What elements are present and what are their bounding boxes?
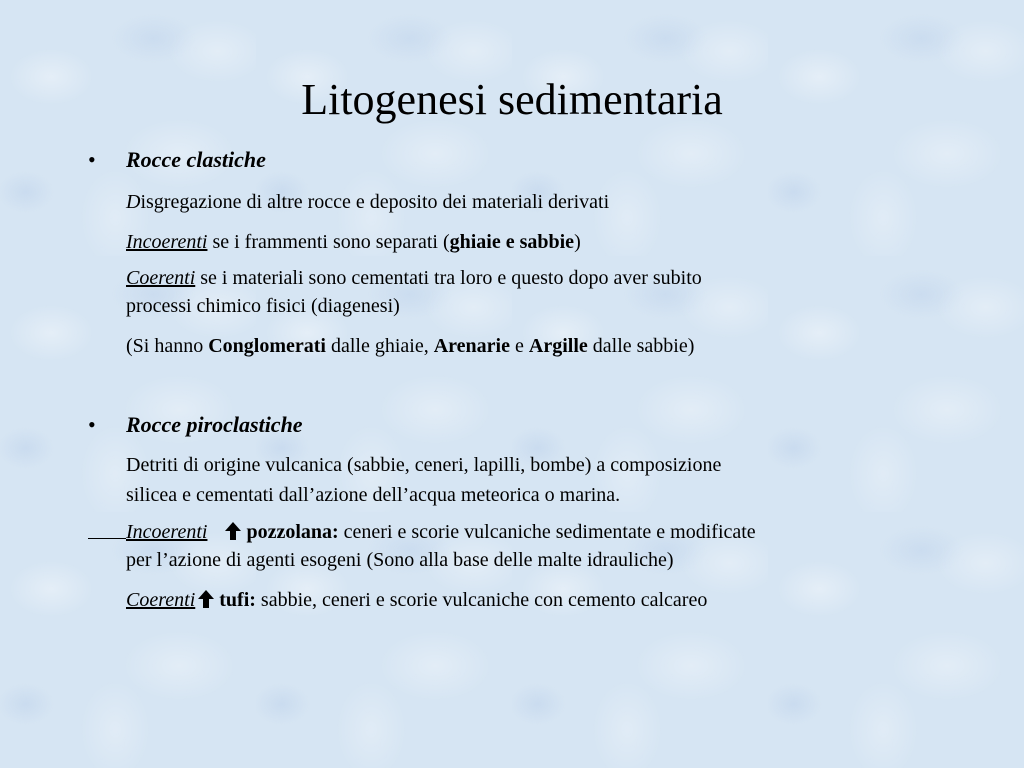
pozzolana-text-1: ceneri e scorie vulcaniche sedimentate e modificate xyxy=(338,521,756,543)
heading-rocce-clastiche: Rocce clastiche xyxy=(126,147,266,172)
line-si-hanno xyxy=(126,332,694,360)
line-detriti-1: Detriti di origine vulcanica (sabbie, ceneri, lapilli, bombe) a composizione xyxy=(126,454,722,476)
arenarie: Arenarie xyxy=(433,335,510,357)
coerenti-label: Coerenti xyxy=(126,267,196,289)
tufi-text: sabbie, ceneri e scorie vulcaniche con cemento calcareo xyxy=(255,589,708,611)
line-pozzolana-1 xyxy=(126,518,756,546)
si-hanno-2: dalle ghiaie, xyxy=(325,335,434,357)
initial-letter: D xyxy=(126,191,141,213)
si-hanno-4: dalle sabbie) xyxy=(587,335,695,357)
line-coerenti-2: processi chimico fisici (diagenesi) xyxy=(126,295,400,317)
si-hanno-1: (Si hanno xyxy=(126,335,209,357)
page-title: Litogenesi sedimentaria xyxy=(301,75,723,124)
line-disgregazione xyxy=(126,188,609,216)
incoerenti-close: ) xyxy=(574,231,581,253)
line-pozzolana-2: per l’azione di agenti esogeni (Sono alla base delle malte idrauliche) xyxy=(126,549,674,571)
line-tufi xyxy=(126,586,707,614)
bullet-rocce-clastiche xyxy=(88,146,266,174)
arrow-up-icon xyxy=(197,589,215,609)
conglomerati: Conglomerati xyxy=(208,335,326,357)
pozzolana-label: pozzolana: xyxy=(246,521,339,543)
leading-underline xyxy=(88,538,126,539)
bullet-dot: • xyxy=(88,412,96,437)
bullet-dot: • xyxy=(88,147,96,172)
ghiaie-sabbie: ghiaie e sabbie xyxy=(449,231,575,253)
incoerenti-text: se i frammenti sono separati ( xyxy=(207,231,450,253)
si-hanno-3: e xyxy=(510,335,529,357)
incoerenti-label: Incoerenti xyxy=(126,231,208,253)
coerenti-text-1: se i materiali sono cementati tra loro e questo dopo aver subito xyxy=(195,267,702,289)
heading-rocce-piroclastiche: Rocce piroclastiche xyxy=(126,412,303,437)
incoerenti-label-2: Incoerenti xyxy=(126,521,208,543)
tufi-label: tufi: xyxy=(219,589,256,611)
bullet-rocce-piroclastiche xyxy=(88,411,303,439)
line-coerenti-1 xyxy=(126,264,702,292)
line-detriti-2: silicea e cementati dall’azione dell’acqua meteorica o marina. xyxy=(126,484,621,506)
disgregazione-text: isgregazione di altre rocce e deposito dei materiali derivati xyxy=(140,191,610,213)
arrow-up-icon xyxy=(224,521,242,541)
argille: Argille xyxy=(528,335,588,357)
coerenti-label-2: Coerenti xyxy=(126,589,196,611)
line-incoerenti-1 xyxy=(126,228,581,256)
